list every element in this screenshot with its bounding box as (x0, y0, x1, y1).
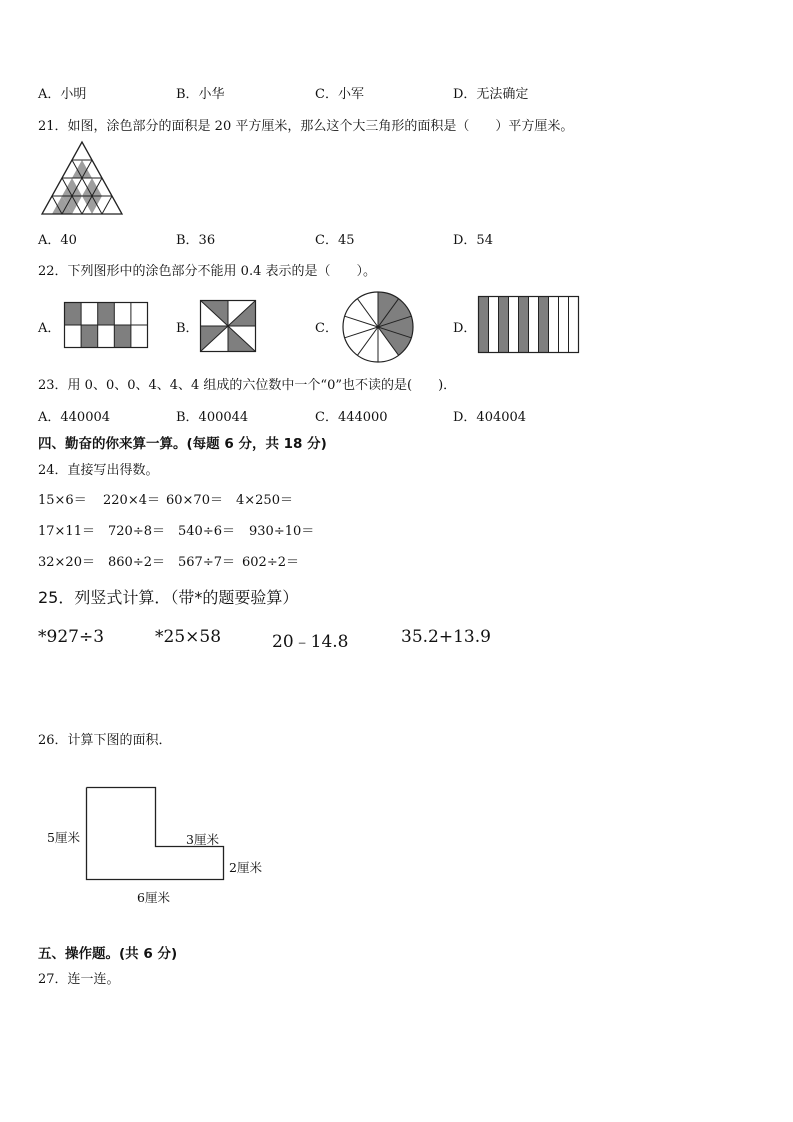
q21-text: 21．如图，涂色部分的面积是 20 平方厘米，那么这个大三角形的面积是（ ）平方厘米。 (38, 119, 574, 134)
q26-label-left: 5厘米 (47, 830, 80, 845)
q21-option-d[interactable]: D．54 (453, 233, 493, 248)
vertical-calc-item: *25×58 (155, 627, 222, 647)
q21-option-c[interactable]: C．45 (315, 233, 355, 248)
q22-figure-b-pinwheel[interactable] (200, 300, 256, 352)
calc-item: 60×70＝ (166, 493, 223, 508)
vertical-calc-item: 35.2+13.9 (401, 627, 491, 647)
vertical-calc-item: *927÷3 (38, 627, 105, 647)
calc-item: 15×6＝ (38, 493, 87, 508)
section-5-title: 五、操作题。(共 6 分) (38, 946, 178, 962)
q22-figure-d-stripes[interactable] (478, 296, 580, 354)
q20-option-d[interactable]: D．无法确定 (453, 87, 529, 102)
calc-item: 860÷2＝ (108, 555, 165, 570)
calc-item: 32×20＝ (38, 555, 95, 570)
calc-item: 540÷6＝ (178, 524, 235, 539)
shaded-triangle (82, 196, 102, 214)
q23-option-b[interactable]: B．400044 (176, 410, 249, 425)
q26-text: 26．计算下图的面积． (38, 733, 172, 748)
calc-item: 220×4＝ (103, 493, 160, 508)
q26-label-inner: 3厘米 (186, 832, 219, 847)
calc-item: 602÷2＝ (242, 555, 299, 570)
calc-item: 930÷10＝ (249, 524, 315, 539)
q22-option-d-label[interactable]: D． (453, 321, 477, 336)
calc-item: 4×250＝ (236, 493, 293, 508)
q21-option-b[interactable]: B．36 (176, 233, 216, 248)
q22-option-a-label[interactable]: A． (38, 321, 61, 336)
q22-option-b-label[interactable]: B． (176, 321, 199, 336)
q20-option-c[interactable]: C．小军 (315, 87, 364, 102)
q21-option-a[interactable]: A．40 (38, 233, 77, 248)
shaded-triangle (72, 160, 92, 178)
q23-option-a[interactable]: A．440004 (38, 410, 111, 425)
q27-text: 27．连一连。 (38, 972, 120, 987)
q21-triangle-figure (42, 142, 126, 216)
q26-label-right: 2厘米 (229, 860, 262, 875)
q26-label-bottom: 6厘米 (137, 890, 170, 905)
q22-figure-c-circle[interactable] (341, 290, 415, 364)
q20-option-a[interactable]: A．小明 (38, 87, 87, 102)
q23-option-d[interactable]: D．404004 (453, 410, 527, 425)
q22-figure-a-grid[interactable] (64, 302, 149, 348)
q20-option-b[interactable]: B．小华 (176, 87, 225, 102)
calc-item: 567÷7＝ (178, 555, 235, 570)
q22-text: 22．下列图形中的涂色部分不能用 0.4 表示的是（ ）。 (38, 264, 376, 279)
q24-text: 24．直接写出得数。 (38, 463, 159, 478)
vertical-calc-item: 20﹣14.8 (272, 632, 349, 652)
q25-text: 25．列竖式计算．（带*的题要验算） (38, 588, 299, 607)
shaded-triangle (62, 178, 82, 196)
q22-option-c-label[interactable]: C． (315, 321, 338, 336)
section-4-title: 四、勤奋的你来算一算。(每题 6 分，共 18 分) (38, 436, 327, 452)
calc-item: 17×11＝ (38, 524, 95, 539)
shaded-triangle (82, 178, 102, 196)
calc-item: 720÷8＝ (108, 524, 165, 539)
q23-option-c[interactable]: C．444000 (315, 410, 388, 425)
q23-text: 23．用 0、0、0、4、4、4 组成的六位数中一个“0”也不读的是( )． (38, 378, 457, 393)
